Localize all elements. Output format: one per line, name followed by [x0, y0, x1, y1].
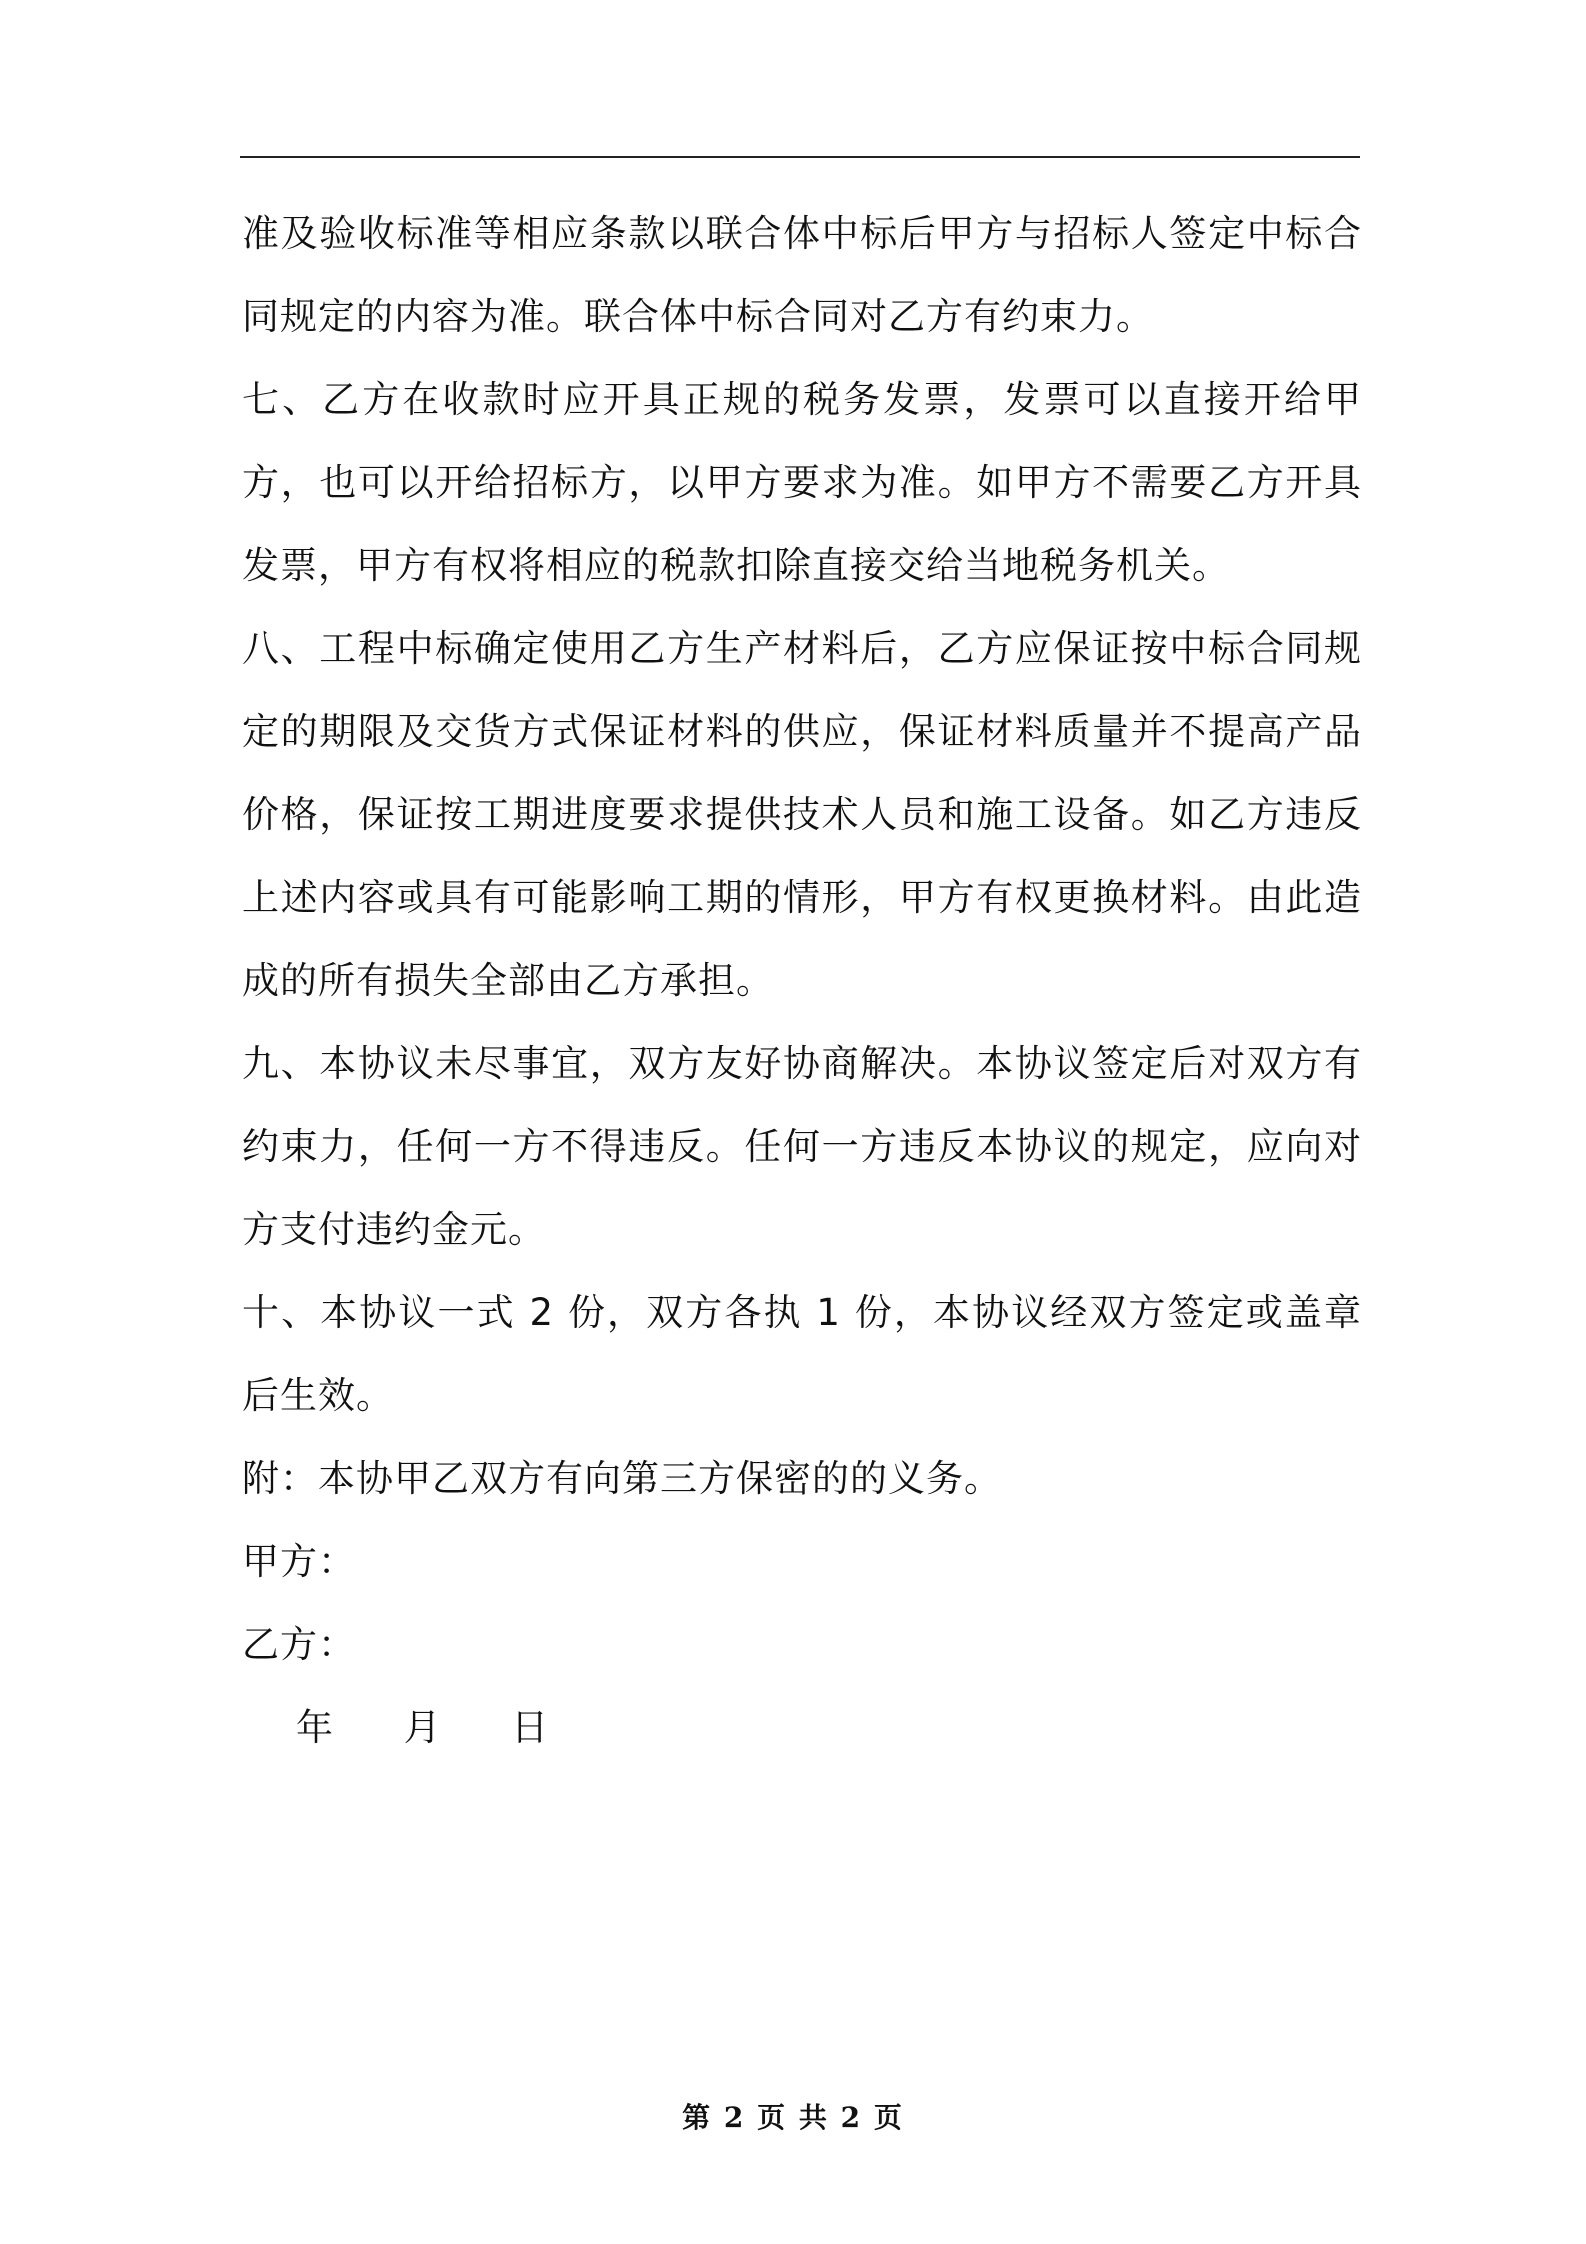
paragraph-clause-10: 十、本协议一式 2 份，双方各执 1 份，本协议经双方签定或盖章后生效。	[242, 1291, 1362, 1417]
paragraph-continuation: 准及验收标准等相应条款以联合体中标后甲方与招标人签定中标合同规定的内容为准。联合体中标合同对乙方有约束力。	[242, 212, 1362, 338]
date-year: 年	[296, 1706, 333, 1749]
header-rule	[240, 156, 1360, 158]
paragraph-clause-7: 七、乙方在收款时应开具正规的税务发票，发票可以直接开给甲方，也可以开给招标方，以甲方要求为准。如甲方不需要乙方开具发票，甲方有权将相应的税款扣除直接交给当地税务机关。	[242, 378, 1362, 587]
party-b-label: 乙方：	[242, 1623, 356, 1666]
paragraph-clause-9: 九、本协议未尽事宜，双方友好协商解决。本协议签定后对双方有约束力，任何一方不得违反。任何一方违反本协议的规定，应向对方支付违约金元。	[242, 1042, 1362, 1251]
date-day: 日	[511, 1706, 549, 1749]
date-line	[242, 1686, 1362, 1769]
date-month: 月	[403, 1706, 441, 1749]
paragraph-clause-8: 八、工程中标确定使用乙方生产材料后，乙方应保证按中标合同规定的期限及交货方式保证材料的供应，保证材料质量并不提高产品价格，保证按工期进度要求提供技术人员和施工设备。如乙方违反上述内容或具有可能影响工期的情形，甲方有权更换材料。由此造成的所有损失全部由乙方承担。	[242, 627, 1362, 1002]
party-a-label: 甲方：	[242, 1540, 356, 1583]
document-body	[242, 192, 1362, 1769]
page-indicator: 第 2 页 共 2 页	[682, 2101, 904, 2134]
paragraph-appendix: 附：本协甲乙双方有向第三方保密的的义务。	[242, 1457, 1002, 1500]
